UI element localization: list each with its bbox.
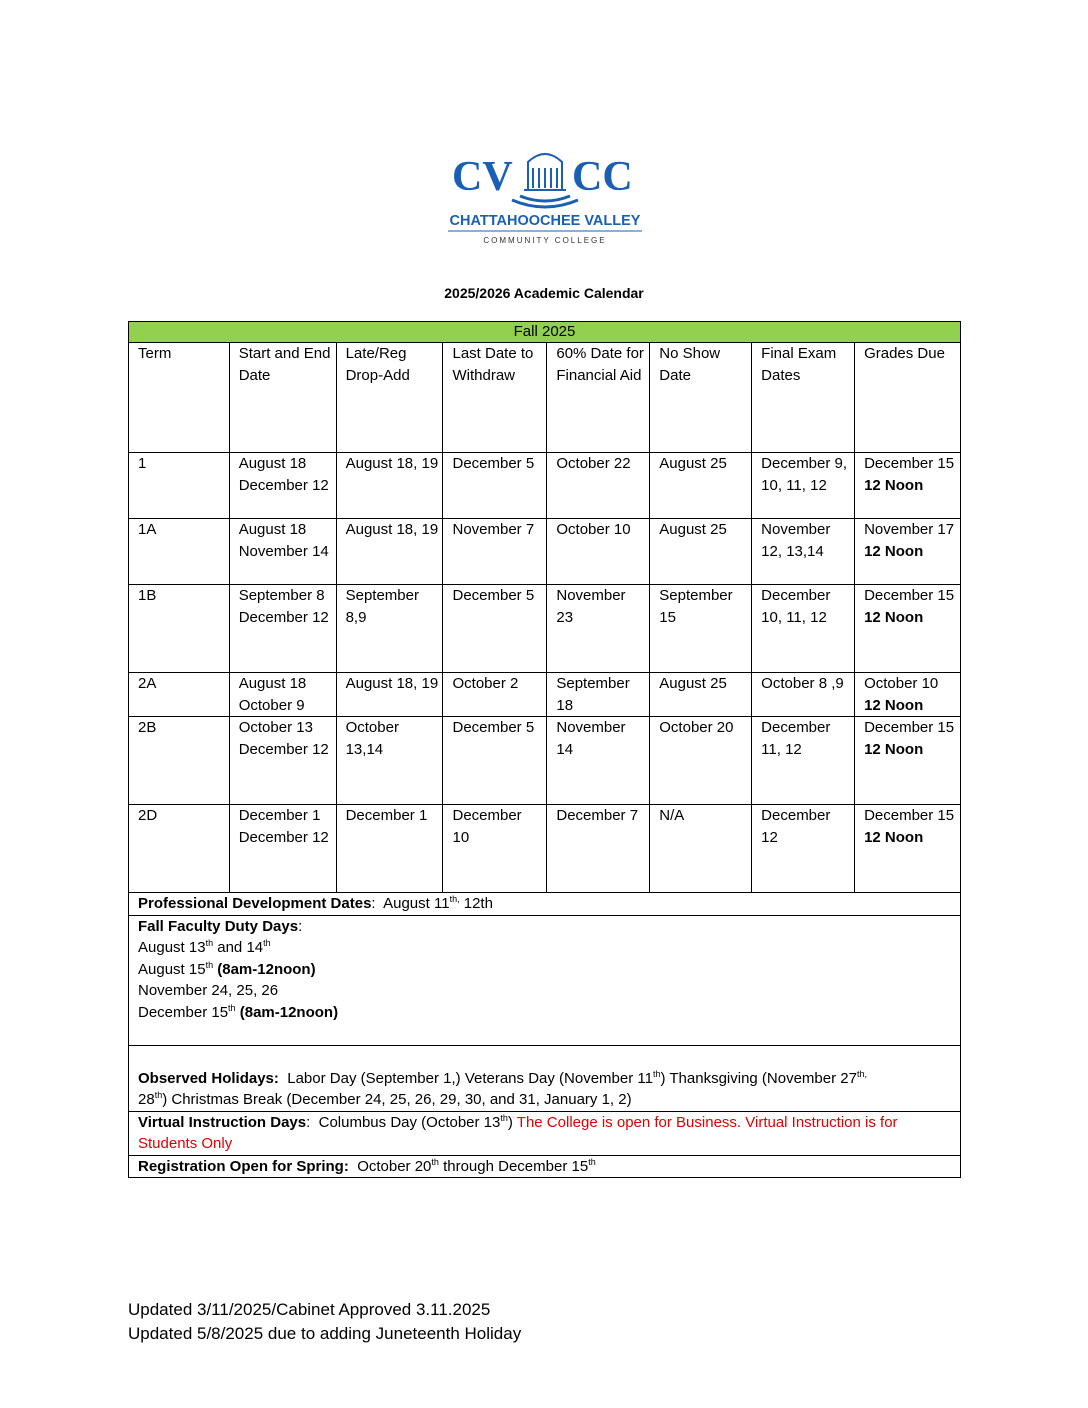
withdraw-cell: December 5: [443, 717, 547, 805]
financial-aid-cell: October 10: [547, 519, 650, 585]
final-exam-cell: November 12, 13,14: [752, 519, 855, 585]
financial-aid-cell: November 23: [547, 585, 650, 673]
sup-th: th: [228, 1002, 236, 1013]
virtual-label: Virtual Instruction Days: [138, 1113, 307, 1131]
holidays-text-d: ) Christmas Break (December 24, 25, 26, 29, 30, and 31, January 1, 2): [162, 1091, 632, 1108]
term-cell: 1B: [129, 585, 230, 673]
late-reg-cell: October 13,14: [336, 717, 443, 805]
financial-aid-cell: December 7: [547, 805, 650, 893]
sup-th: th: [205, 938, 214, 948]
prof-dev-date-b: 12th: [459, 895, 493, 912]
col-header-financial-aid: 60% Date for Financial Aid: [547, 343, 650, 453]
virtual-cell: Virtual Instruction Days: Columbus Day (October 13th) The College is open for Business. Virtual Instruction is for Students Only: [129, 1111, 961, 1155]
registration-text-a: October 20: [357, 1157, 432, 1175]
prof-dev-row: [129, 893, 961, 916]
term-cell: 2D: [129, 805, 230, 893]
col-header-start-end: Start and End Date: [229, 343, 336, 453]
withdraw-cell: December 10: [443, 805, 547, 893]
final-exam-cell: December 10, 11, 12: [752, 585, 855, 673]
start-end-cell: August 18 November 14: [229, 519, 336, 585]
footer: [128, 1298, 521, 1346]
prof-dev-label: Professional Development Dates: [138, 895, 372, 912]
grades-due-cell: [855, 585, 961, 673]
sup-th: th: [588, 1156, 596, 1167]
start-end-cell: October 13 December 12: [229, 717, 336, 805]
start-end-cell: August 18 October 9: [229, 673, 336, 717]
col-header-withdraw: Last Date to Withdraw: [443, 343, 547, 453]
table-row: [129, 673, 961, 717]
document-title: 2025/2026 Academic Calendar: [444, 285, 644, 301]
late-reg-cell: August 18, 19: [336, 519, 443, 585]
col-header-no-show: No Show Date: [650, 343, 752, 453]
sup-th: th: [263, 938, 271, 948]
financial-aid-cell: September 18: [547, 673, 650, 717]
prof-dev-cell: Professional Development Dates: August $11^{th,}$ 12th: [129, 893, 961, 916]
no-show-cell: October 20: [650, 717, 752, 805]
late-reg-cell: August 18, 19: [336, 673, 443, 717]
header-row: [129, 343, 961, 453]
holidays-cell: [129, 1045, 961, 1111]
faculty-line1-b: and 14: [213, 939, 264, 956]
sup-th: th: [205, 959, 214, 970]
faculty-line2-a: August 15: [138, 960, 206, 978]
faculty-line3: November 24, 25, 26: [138, 982, 279, 999]
grades-due-cell: [855, 717, 961, 805]
grades-due-cell: [855, 673, 961, 717]
col-header-grades-due: Grades Due: [855, 343, 961, 453]
final-exam-cell: December 11, 12: [752, 717, 855, 805]
footer-line1: Updated 3/11/2025/Cabinet Approved 3.11.2025: [128, 1300, 491, 1319]
registration-cell: [129, 1155, 961, 1178]
grades-due-cell: [855, 519, 961, 585]
table-row: [129, 805, 961, 893]
withdraw-cell: October 2: [443, 673, 547, 717]
prof-dev-sup: th,: [449, 894, 460, 904]
table-row: [129, 717, 961, 805]
grades-due-date: December 15: [864, 455, 955, 472]
late-reg-cell: December 1: [336, 805, 443, 893]
virtual-text-b: ): [507, 1113, 517, 1131]
no-show-cell: August 25: [650, 673, 752, 717]
grades-due-time: 12 Noon: [864, 608, 924, 626]
faculty-duty-cell: Fall Faculty Duty Days: August 13th and 14th August 15th (8am-12noon) November 24, 25, 26 December 15th (8am-12noon): [129, 915, 961, 1045]
faculty-line4-b: (8am-12noon): [239, 1003, 339, 1021]
faculty-line2-b: (8am-12noon): [217, 960, 316, 978]
table-row: [129, 519, 961, 585]
faculty-duty-label: Fall Faculty Duty Days: [138, 917, 299, 935]
sup-th: th: [500, 1112, 508, 1123]
final-exam-cell: October 8 ,9: [752, 673, 855, 717]
no-show-cell: September 15: [650, 585, 752, 673]
col-header-term: Term: [129, 343, 230, 453]
final-exam-cell: December 9, 10, 11, 12: [752, 453, 855, 519]
logo-letters-left: CV: [452, 154, 513, 200]
grades-due-cell: [855, 453, 961, 519]
grades-due-time: 12 Noon: [864, 542, 924, 560]
holidays-sup: th,: [856, 1068, 867, 1079]
holidays-label: Observed Holidays:: [138, 1069, 279, 1087]
no-show-cell: August 25: [650, 453, 752, 519]
virtual-text-a: Columbus Day (October 13: [318, 1113, 501, 1131]
virtual-notice: The College is open for Business. Virtual Instruction is for Students Only: [138, 1113, 898, 1152]
start-end-cell: September 8 December 12: [229, 585, 336, 673]
registration-text-b: through December 15: [438, 1157, 589, 1175]
season-header: Fall 2025: [129, 322, 961, 343]
grades-due-date: November 17: [864, 521, 955, 538]
holidays-text-b: ) Thanksgiving (November 27: [660, 1069, 857, 1087]
final-exam-cell: December 12: [752, 805, 855, 893]
logo-letters-right: CC: [572, 154, 633, 200]
withdraw-cell: November 7: [443, 519, 547, 585]
registration-label: Registration Open for Spring:: [138, 1157, 349, 1175]
term-cell: 1: [129, 453, 230, 519]
sup-th: th: [431, 1156, 439, 1167]
late-reg-cell: August 18, 19: [336, 453, 443, 519]
registration-row: [129, 1155, 961, 1178]
footer-line2: Updated 5/8/2025 due to adding Juneteenth Holiday: [128, 1324, 522, 1343]
faculty-duty-row: [129, 915, 961, 1045]
virtual-row: [129, 1111, 961, 1155]
faculty-line1-a: August 13: [138, 939, 206, 956]
no-show-cell: August 25: [650, 519, 752, 585]
logo-line2: COMMUNITY COLLEGE: [483, 236, 607, 245]
sup-th: th: [652, 1068, 661, 1079]
table-row: [129, 585, 961, 673]
grades-due-date: October 10: [864, 675, 939, 692]
academic-calendar-table: [128, 321, 961, 1178]
grades-due-date: December 15: [864, 587, 955, 604]
withdraw-cell: December 5: [443, 453, 547, 519]
building-icon: [512, 154, 578, 207]
grades-due-time: 12 Noon: [864, 696, 924, 714]
holidays-text-c: 28: [138, 1091, 155, 1108]
financial-aid-cell: October 22: [547, 453, 650, 519]
term-cell: 2B: [129, 717, 230, 805]
col-header-final-exam: Final Exam Dates: [752, 343, 855, 453]
season-row: [129, 322, 961, 343]
holidays-row: [129, 1045, 961, 1111]
college-logo: [440, 142, 650, 252]
late-reg-cell: September 8,9: [336, 585, 443, 673]
grades-due-date: December 15: [864, 719, 955, 736]
logo-line1: CHATTAHOOCHEE VALLEY: [449, 213, 641, 229]
financial-aid-cell: November 14: [547, 717, 650, 805]
term-cell: 2A: [129, 673, 230, 717]
sup-th: th: [154, 1090, 163, 1100]
grades-due-time: 12 Noon: [864, 740, 924, 758]
withdraw-cell: December 5: [443, 585, 547, 673]
grades-due-time: 12 Noon: [864, 476, 924, 494]
table-row: [129, 453, 961, 519]
start-end-cell: December 1 December 12: [229, 805, 336, 893]
col-header-late-reg: Late/Reg Drop-Add: [336, 343, 443, 453]
prof-dev-date-a: August 11: [383, 895, 450, 912]
holidays-text-a: Labor Day (September 1,) Veterans Day (November 11: [287, 1069, 653, 1087]
start-end-cell: August 18 December 12: [229, 453, 336, 519]
no-show-cell: N/A: [650, 805, 752, 893]
term-cell: 1A: [129, 519, 230, 585]
grades-due-cell: [855, 805, 961, 893]
faculty-line4-a: December 15: [138, 1003, 229, 1021]
grades-due-date: December 15: [864, 807, 955, 824]
grades-due-time: 12 Noon: [864, 828, 924, 846]
